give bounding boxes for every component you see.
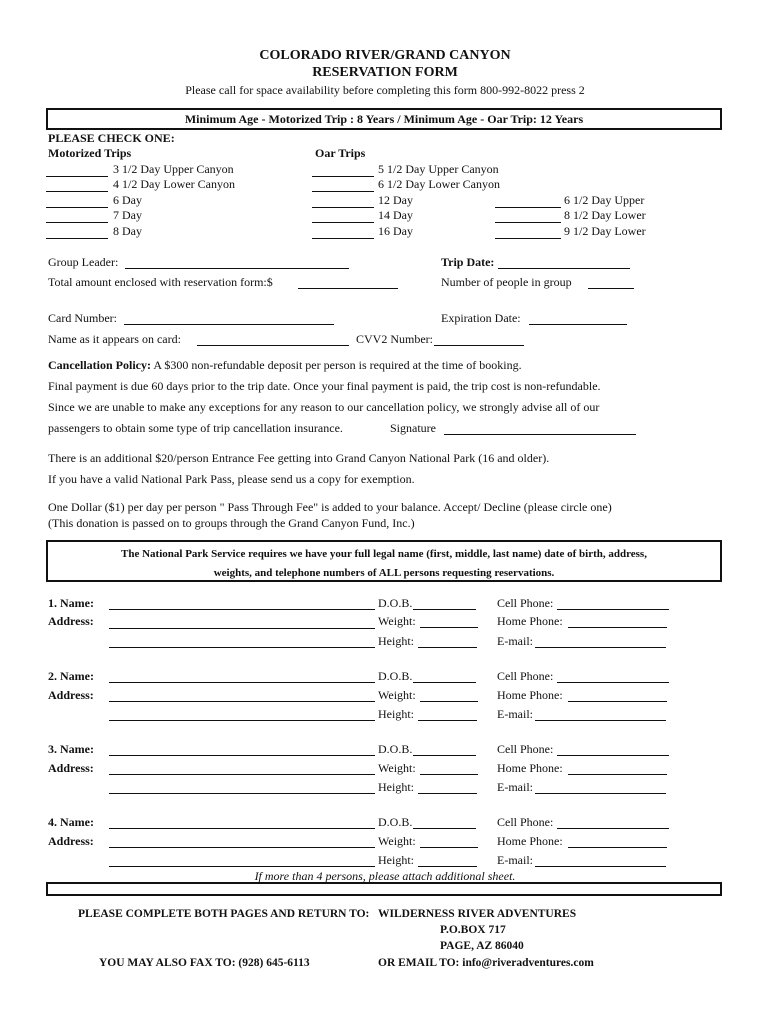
person-1-dob-field[interactable] — [413, 609, 476, 610]
person-4-height-label: Height: — [378, 853, 414, 867]
motorized-checkbox-1[interactable] — [46, 176, 108, 177]
person-2-height-label: Height: — [378, 707, 414, 721]
person-2-height-field[interactable] — [418, 720, 477, 721]
park-pass-text: If you have a valid National Park Pass, please send us a copy for exemption. — [48, 472, 415, 486]
check-one-label: PLEASE CHECK ONE: — [48, 131, 175, 145]
motorized-option-5: 8 Day — [113, 224, 142, 238]
person-2-address-field-2[interactable] — [109, 720, 375, 721]
cancellation-policy-line3: Since we are unable to make any exceptions for any reason to our cancellation policy, we strongly advise all of our — [48, 400, 600, 414]
motorized-option-3: 6 Day — [113, 193, 142, 207]
person-1-address-field-1[interactable] — [109, 628, 375, 629]
name-on-card-label: Name as it appears on card: — [48, 332, 181, 346]
nps-notice-line2: weights, and telephone numbers of ALL persons requesting reservations. — [213, 567, 555, 579]
person-3-address-label: Address: — [48, 761, 94, 775]
oar-heading: Oar Trips — [315, 146, 366, 160]
email-text: OR EMAIL TO: info@riveradventures.com — [378, 957, 594, 969]
bottom-divider-box — [46, 882, 722, 896]
person-2-weight-field[interactable] — [420, 701, 478, 702]
person-3-name-field[interactable] — [109, 755, 375, 756]
person-1-cell-label: Cell Phone: — [497, 596, 554, 610]
person-3-home-label: Home Phone: — [497, 761, 563, 775]
motorized-option-1: 3 1/2 Day Upper Canyon — [113, 162, 234, 176]
person-2-address-label: Address: — [48, 688, 94, 702]
person-1-home-field[interactable] — [568, 627, 667, 628]
cvv2-field[interactable] — [434, 345, 524, 346]
person-2-email-label: E-mail: — [497, 707, 533, 721]
person-1-home-label: Home Phone: — [497, 614, 563, 628]
person-2-name-field[interactable] — [109, 682, 375, 683]
oar-option-5: 16 Day — [378, 224, 413, 238]
nps-notice-line1: The National Park Service requires we have your full legal name (first, middle, last name) date of birth, address, — [121, 548, 647, 560]
form-subtitle: Please call for space availability before completing this form 800-992-8022 press 2 — [185, 83, 585, 97]
motorized-checkbox-4[interactable] — [46, 222, 108, 223]
person-1-cell-field[interactable] — [557, 609, 669, 610]
person-3-email-label: E-mail: — [497, 780, 533, 794]
person-3-name-label: 3. Name: — [48, 742, 94, 756]
person-3-address-field-2[interactable] — [109, 793, 375, 794]
person-1-email-field[interactable] — [535, 647, 666, 648]
person-3-height-field[interactable] — [418, 793, 477, 794]
policy-deposit-text: A $300 non-refundable deposit per person is required at the time of booking. — [153, 358, 522, 372]
person-4-dob-label: D.O.B. — [378, 815, 413, 829]
form-title-line1: COLORADO RIVER/GRAND CANYON — [259, 48, 511, 63]
person-3-email-field[interactable] — [535, 793, 666, 794]
card-number-label: Card Number: — [48, 311, 117, 325]
group-leader-field[interactable] — [125, 268, 349, 269]
fax-text: YOU MAY ALSO FAX TO: (928) 645-6113 — [99, 957, 310, 969]
person-4-dob-field[interactable] — [413, 828, 476, 829]
person-3-address-field-1[interactable] — [109, 774, 375, 775]
person-4-home-field[interactable] — [568, 847, 667, 848]
person-4-cell-field[interactable] — [557, 828, 669, 829]
person-2-dob-field[interactable] — [413, 682, 476, 683]
oar-checkbox-4[interactable] — [312, 222, 374, 223]
signature-label: Signature — [390, 421, 436, 435]
oar-checkbox-5[interactable] — [312, 238, 374, 239]
oar-option-3: 12 Day — [378, 193, 413, 207]
person-2-home-field[interactable] — [568, 701, 667, 702]
group-leader-label: Group Leader: — [48, 255, 119, 269]
person-4-home-label: Home Phone: — [497, 834, 563, 848]
cvv2-label: CVV2 Number: — [356, 332, 433, 346]
person-3-cell-label: Cell Phone: — [497, 742, 554, 756]
oar-option-7: 8 1/2 Day Lower — [564, 208, 646, 222]
person-2-name-label: 2. Name: — [48, 669, 94, 683]
person-1-weight-label: Weight: — [378, 614, 416, 628]
company-name: WILDERNESS RIVER ADVENTURES — [378, 908, 577, 920]
oar-option-6: 6 1/2 Day Upper — [564, 193, 645, 207]
oar-checkbox-2[interactable] — [312, 191, 374, 192]
person-1-dob-label: D.O.B. — [378, 596, 413, 610]
person-2-cell-field[interactable] — [557, 682, 669, 683]
motorized-heading: Motorized Trips — [48, 146, 132, 160]
cancellation-policy-line1 — [48, 358, 522, 373]
cancellation-policy-line4: passengers to obtain some type of trip cancellation insurance. — [48, 421, 343, 435]
person-3-weight-label: Weight: — [378, 761, 416, 775]
person-4-address-field-2[interactable] — [109, 866, 375, 867]
person-3-dob-field[interactable] — [413, 755, 476, 756]
person-3-height-label: Height: — [378, 780, 414, 794]
person-3-cell-field[interactable] — [557, 755, 669, 756]
oar-checkbox-8[interactable] — [495, 238, 561, 239]
oar-checkbox-1[interactable] — [312, 176, 374, 177]
person-4-address-field-1[interactable] — [109, 847, 375, 848]
person-4-cell-label: Cell Phone: — [497, 815, 554, 829]
person-3-home-field[interactable] — [568, 774, 667, 775]
trip-date-field[interactable] — [498, 268, 630, 269]
person-1-name-field[interactable] — [109, 609, 375, 610]
oar-option-8: 9 1/2 Day Lower — [564, 224, 646, 238]
age-notice: Minimum Age - Motorized Trip : 8 Years / Minimum Age - Oar Trip: 12 Years — [184, 112, 584, 126]
person-1-address-label: Address: — [48, 614, 94, 628]
oar-checkbox-7[interactable] — [495, 222, 561, 223]
person-4-email-label: E-mail: — [497, 853, 533, 867]
signature-field[interactable] — [444, 434, 636, 435]
person-3-weight-field[interactable] — [420, 774, 478, 775]
person-1-weight-field[interactable] — [420, 627, 478, 628]
person-3-dob-label: D.O.B. — [378, 742, 413, 756]
person-4-name-label: 4. Name: — [48, 815, 94, 829]
motorized-checkbox-3[interactable] — [46, 207, 108, 208]
oar-option-1: 5 1/2 Day Upper Canyon — [378, 162, 499, 176]
donation-text: (This donation is passed on to groups through the Grand Canyon Fund, Inc.) — [48, 516, 415, 530]
person-1-height-label: Height: — [378, 634, 414, 648]
oar-checkbox-6[interactable] — [495, 207, 561, 208]
cancellation-policy-line2: Final payment is due 60 days prior to the trip date. Once your final payment is paid, the trip cost is non-refundable. — [48, 379, 601, 393]
person-2-cell-label: Cell Phone: — [497, 669, 554, 683]
person-2-home-label: Home Phone: — [497, 688, 563, 702]
trip-date-label: Trip Date: — [441, 255, 495, 269]
num-people-field[interactable] — [588, 288, 634, 289]
person-1-email-label: E-mail: — [497, 634, 533, 648]
person-2-email-field[interactable] — [535, 720, 666, 721]
oar-option-2: 6 1/2 Day Lower Canyon — [378, 177, 500, 191]
person-2-dob-label: D.O.B. — [378, 669, 413, 683]
person-4-weight-field[interactable] — [420, 847, 478, 848]
expiration-field[interactable] — [529, 324, 627, 325]
person-1-address-field-2[interactable] — [109, 647, 375, 648]
motorized-option-4: 7 Day — [113, 208, 142, 222]
motorized-option-2: 4 1/2 Day Lower Canyon — [113, 177, 235, 191]
card-number-field[interactable] — [124, 324, 334, 325]
more-persons-note: If more than 4 persons, please attach additional sheet. — [254, 869, 516, 883]
person-4-address-label: Address: — [48, 834, 94, 848]
pass-through-fee-text: One Dollar ($1) per day per person " Pass Through Fee" is added to your balance. Accept/ Decline (please circle one) — [48, 500, 612, 514]
motorized-checkbox-5[interactable] — [46, 238, 108, 239]
cancellation-policy-heading: Cancellation Policy: — [48, 358, 151, 372]
num-people-label: Number of people in group — [441, 275, 572, 289]
company-city: PAGE, AZ 86040 — [440, 940, 524, 952]
total-amount-label: Total amount enclosed with reservation form:$ — [48, 275, 273, 289]
person-2-weight-label: Weight: — [378, 688, 416, 702]
complete-pages-text: PLEASE COMPLETE BOTH PAGES AND RETURN TO: — [78, 908, 370, 920]
motorized-checkbox-2[interactable] — [46, 191, 108, 192]
person-2-address-field-1[interactable] — [109, 701, 375, 702]
person-4-email-field[interactable] — [535, 866, 666, 867]
person-1-name-label: 1. Name: — [48, 596, 94, 610]
company-po-box: P.O.BOX 717 — [440, 924, 506, 936]
oar-option-4: 14 Day — [378, 208, 413, 222]
form-title-line2: RESERVATION FORM — [312, 65, 458, 80]
name-on-card-field[interactable] — [197, 345, 349, 346]
person-4-weight-label: Weight: — [378, 834, 416, 848]
person-1-height-field[interactable] — [418, 647, 477, 648]
person-4-name-field[interactable] — [109, 828, 375, 829]
person-4-height-field[interactable] — [418, 866, 477, 867]
total-amount-field[interactable] — [298, 288, 398, 289]
entrance-fee-text: There is an additional $20/person Entrance Fee getting into Grand Canyon National Park (16 and older). — [48, 451, 550, 465]
oar-checkbox-3[interactable] — [312, 207, 374, 208]
expiration-label: Expiration Date: — [441, 311, 521, 325]
